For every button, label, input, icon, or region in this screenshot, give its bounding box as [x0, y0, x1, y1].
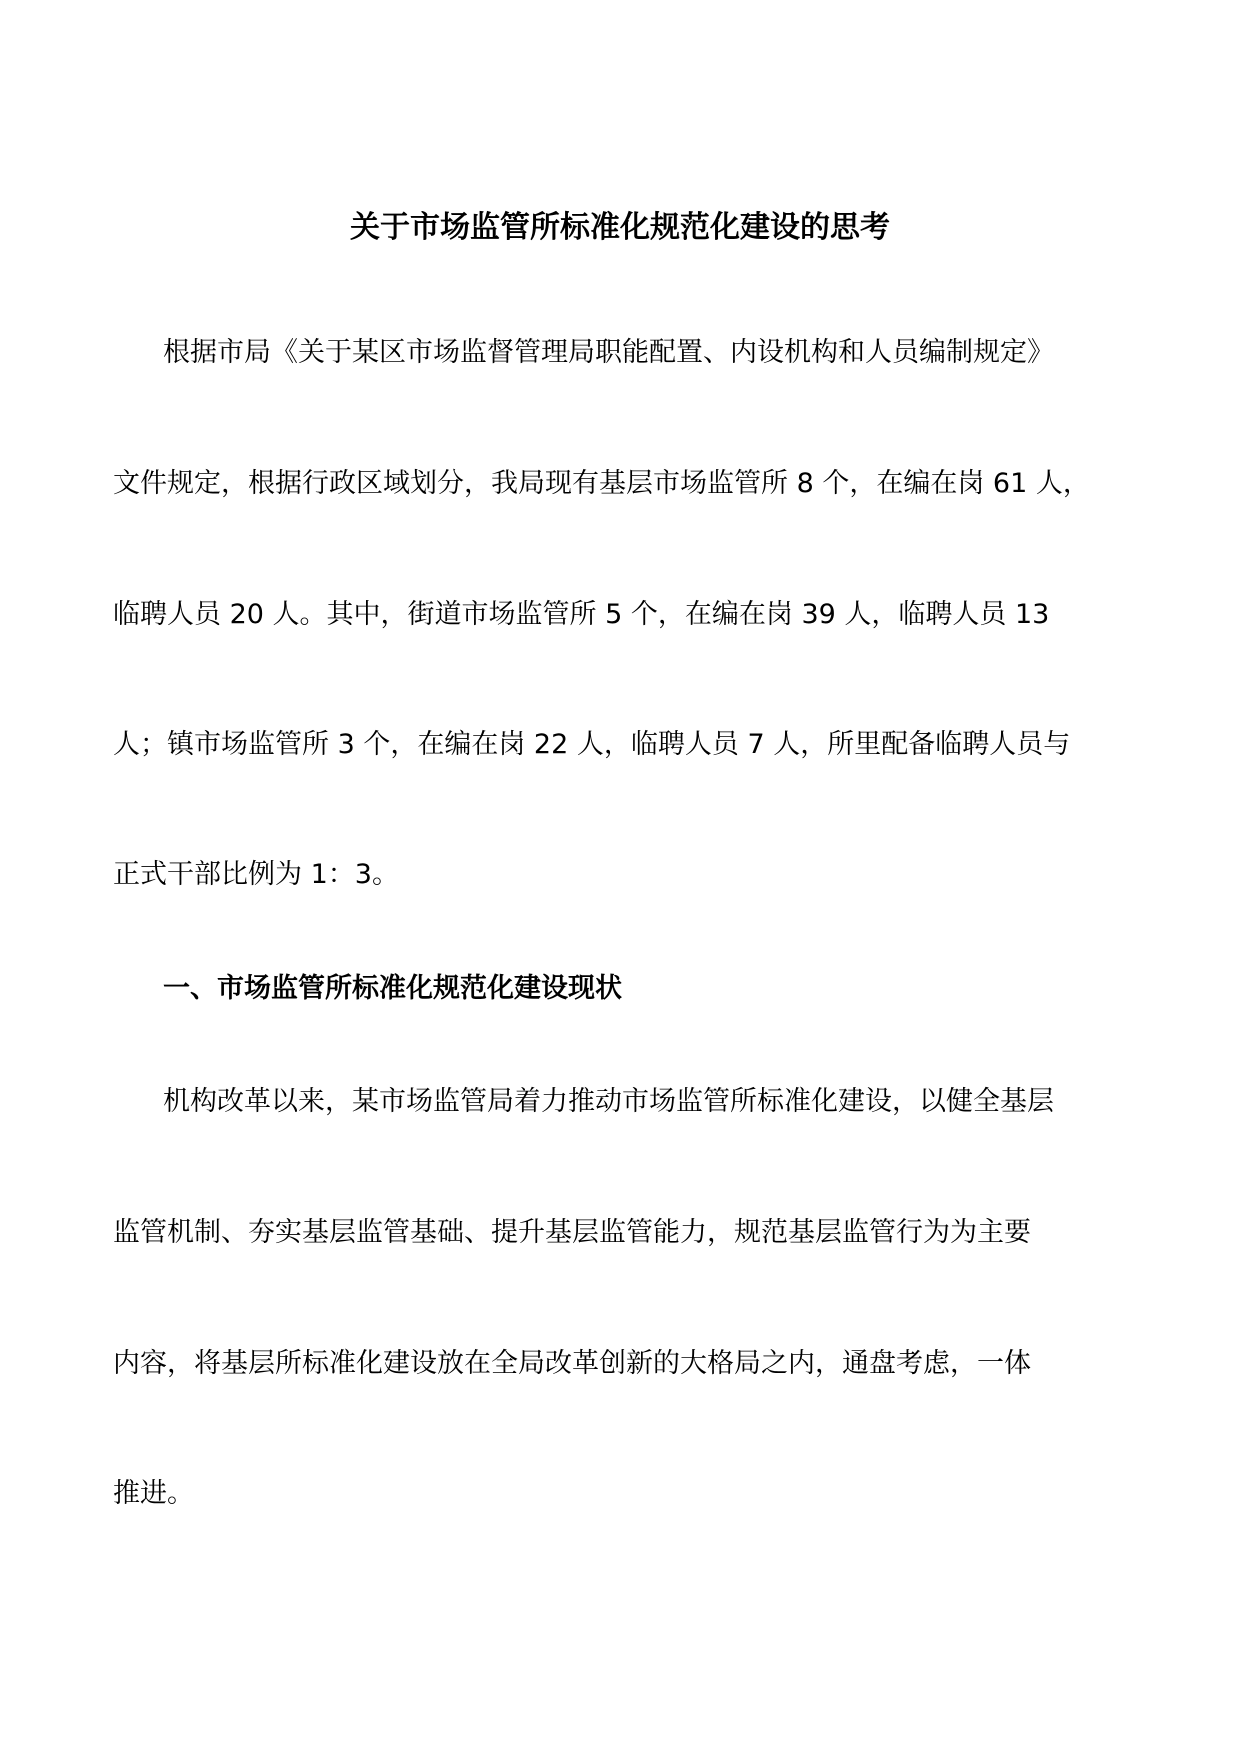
section-line-4: 推进。	[113, 1478, 194, 1509]
intro-line-3: 临聘人员 20 人。其中，街道市场监管所 5 个，在编在岗 39 人，临聘人员 13	[113, 599, 1050, 630]
intro-line-5: 正式干部比例为 1：3。	[113, 859, 399, 890]
section-line-1: 机构改革以来，某市场监管局着力推动市场监管所标准化建设，以健全基层	[163, 1086, 1054, 1117]
intro-line-4: 人；镇市场监管所 3 个，在编在岗 22 人，临聘人员 7 人，所里配备临聘人员与	[113, 729, 1071, 760]
section-heading: 一、市场监管所标准化规范化建设现状	[163, 973, 622, 1004]
section-line-3: 内容，将基层所标准化建设放在全局改革创新的大格局之内，通盘考虑，一体	[113, 1348, 1031, 1379]
document-title: 关于市场监管所标准化规范化建设的思考	[350, 210, 890, 245]
intro-line-1: 根据市局《关于某区市场监督管理局职能配置、内设机构和人员编制规定》	[163, 337, 1054, 368]
intro-line-2: 文件规定，根据行政区域划分，我局现有基层市场监管所 8 个，在编在岗 61 人，	[113, 468, 1090, 499]
section-line-2: 监管机制、夯实基层监管基础、提升基层监管能力，规范基层监管行为为主要	[113, 1217, 1031, 1248]
